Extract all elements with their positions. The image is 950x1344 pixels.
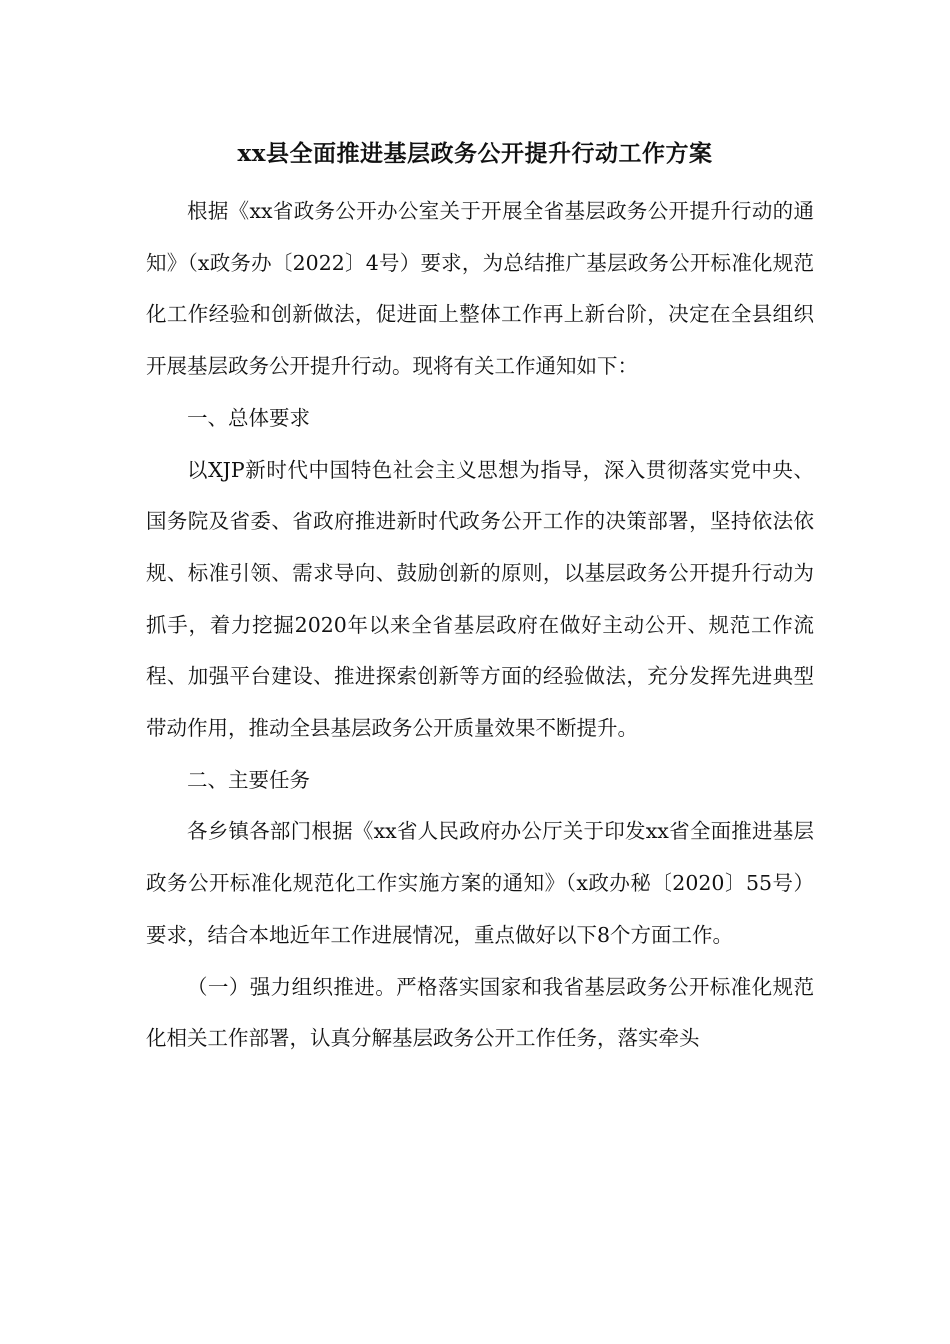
document-body bbox=[146, 186, 814, 1065]
paragraph-general-requirements: 以XJP新时代中国特色社会主义思想为指导，深入贯彻落实党中央、国务院及省委、省政府推进新时代政务公开工作的决策部署，坚持依法依规、标准引领、需求导向、鼓励创新的原则，以基层政务公开提升行动为抓手，着力挖掘2020年以来全省基层政府在做好主动公开、规范工作流程、加强平台建设、推进探索创新等方面的经验做法，充分发挥先进典型带动作用，推动全县基层政务公开质量效果不断提升。 bbox=[146, 457, 814, 741]
section-heading-main-tasks: 二、主要任务 bbox=[187, 767, 310, 792]
paragraph-main-tasks: 各乡镇各部门根据《xx省人民政府办公厅关于印发xx省全面推进基层政务公开标准化规范化工作实施方案的通知》（x政办秘〔2020〕55号）要求，结合本地近年工作进展情况，重点做好以下8个方面工作。 bbox=[146, 819, 814, 947]
document-title: xx县全面推进基层政务公开提升行动工作方案 bbox=[237, 140, 713, 167]
section-heading-general-requirements: 一、总体要求 bbox=[187, 405, 310, 430]
paragraph-intro: 根据《xx省政务公开办公室关于开展全省基层政务公开提升行动的通知》（x政务办〔2022〕4号）要求，为总结推广基层政务公开标准化规范化工作经验和创新做法，促进面上整体工作再上新台阶，决定在全县组织开展基层政务公开提升行动。现将有关工作通知如下： bbox=[146, 199, 814, 379]
paragraph-task-one: （一）强力组织推进。严格落实国家和我省基层政务公开标准化规范化相关工作部署，认真分解基层政务公开工作任务，落实牵头 bbox=[146, 974, 814, 1051]
